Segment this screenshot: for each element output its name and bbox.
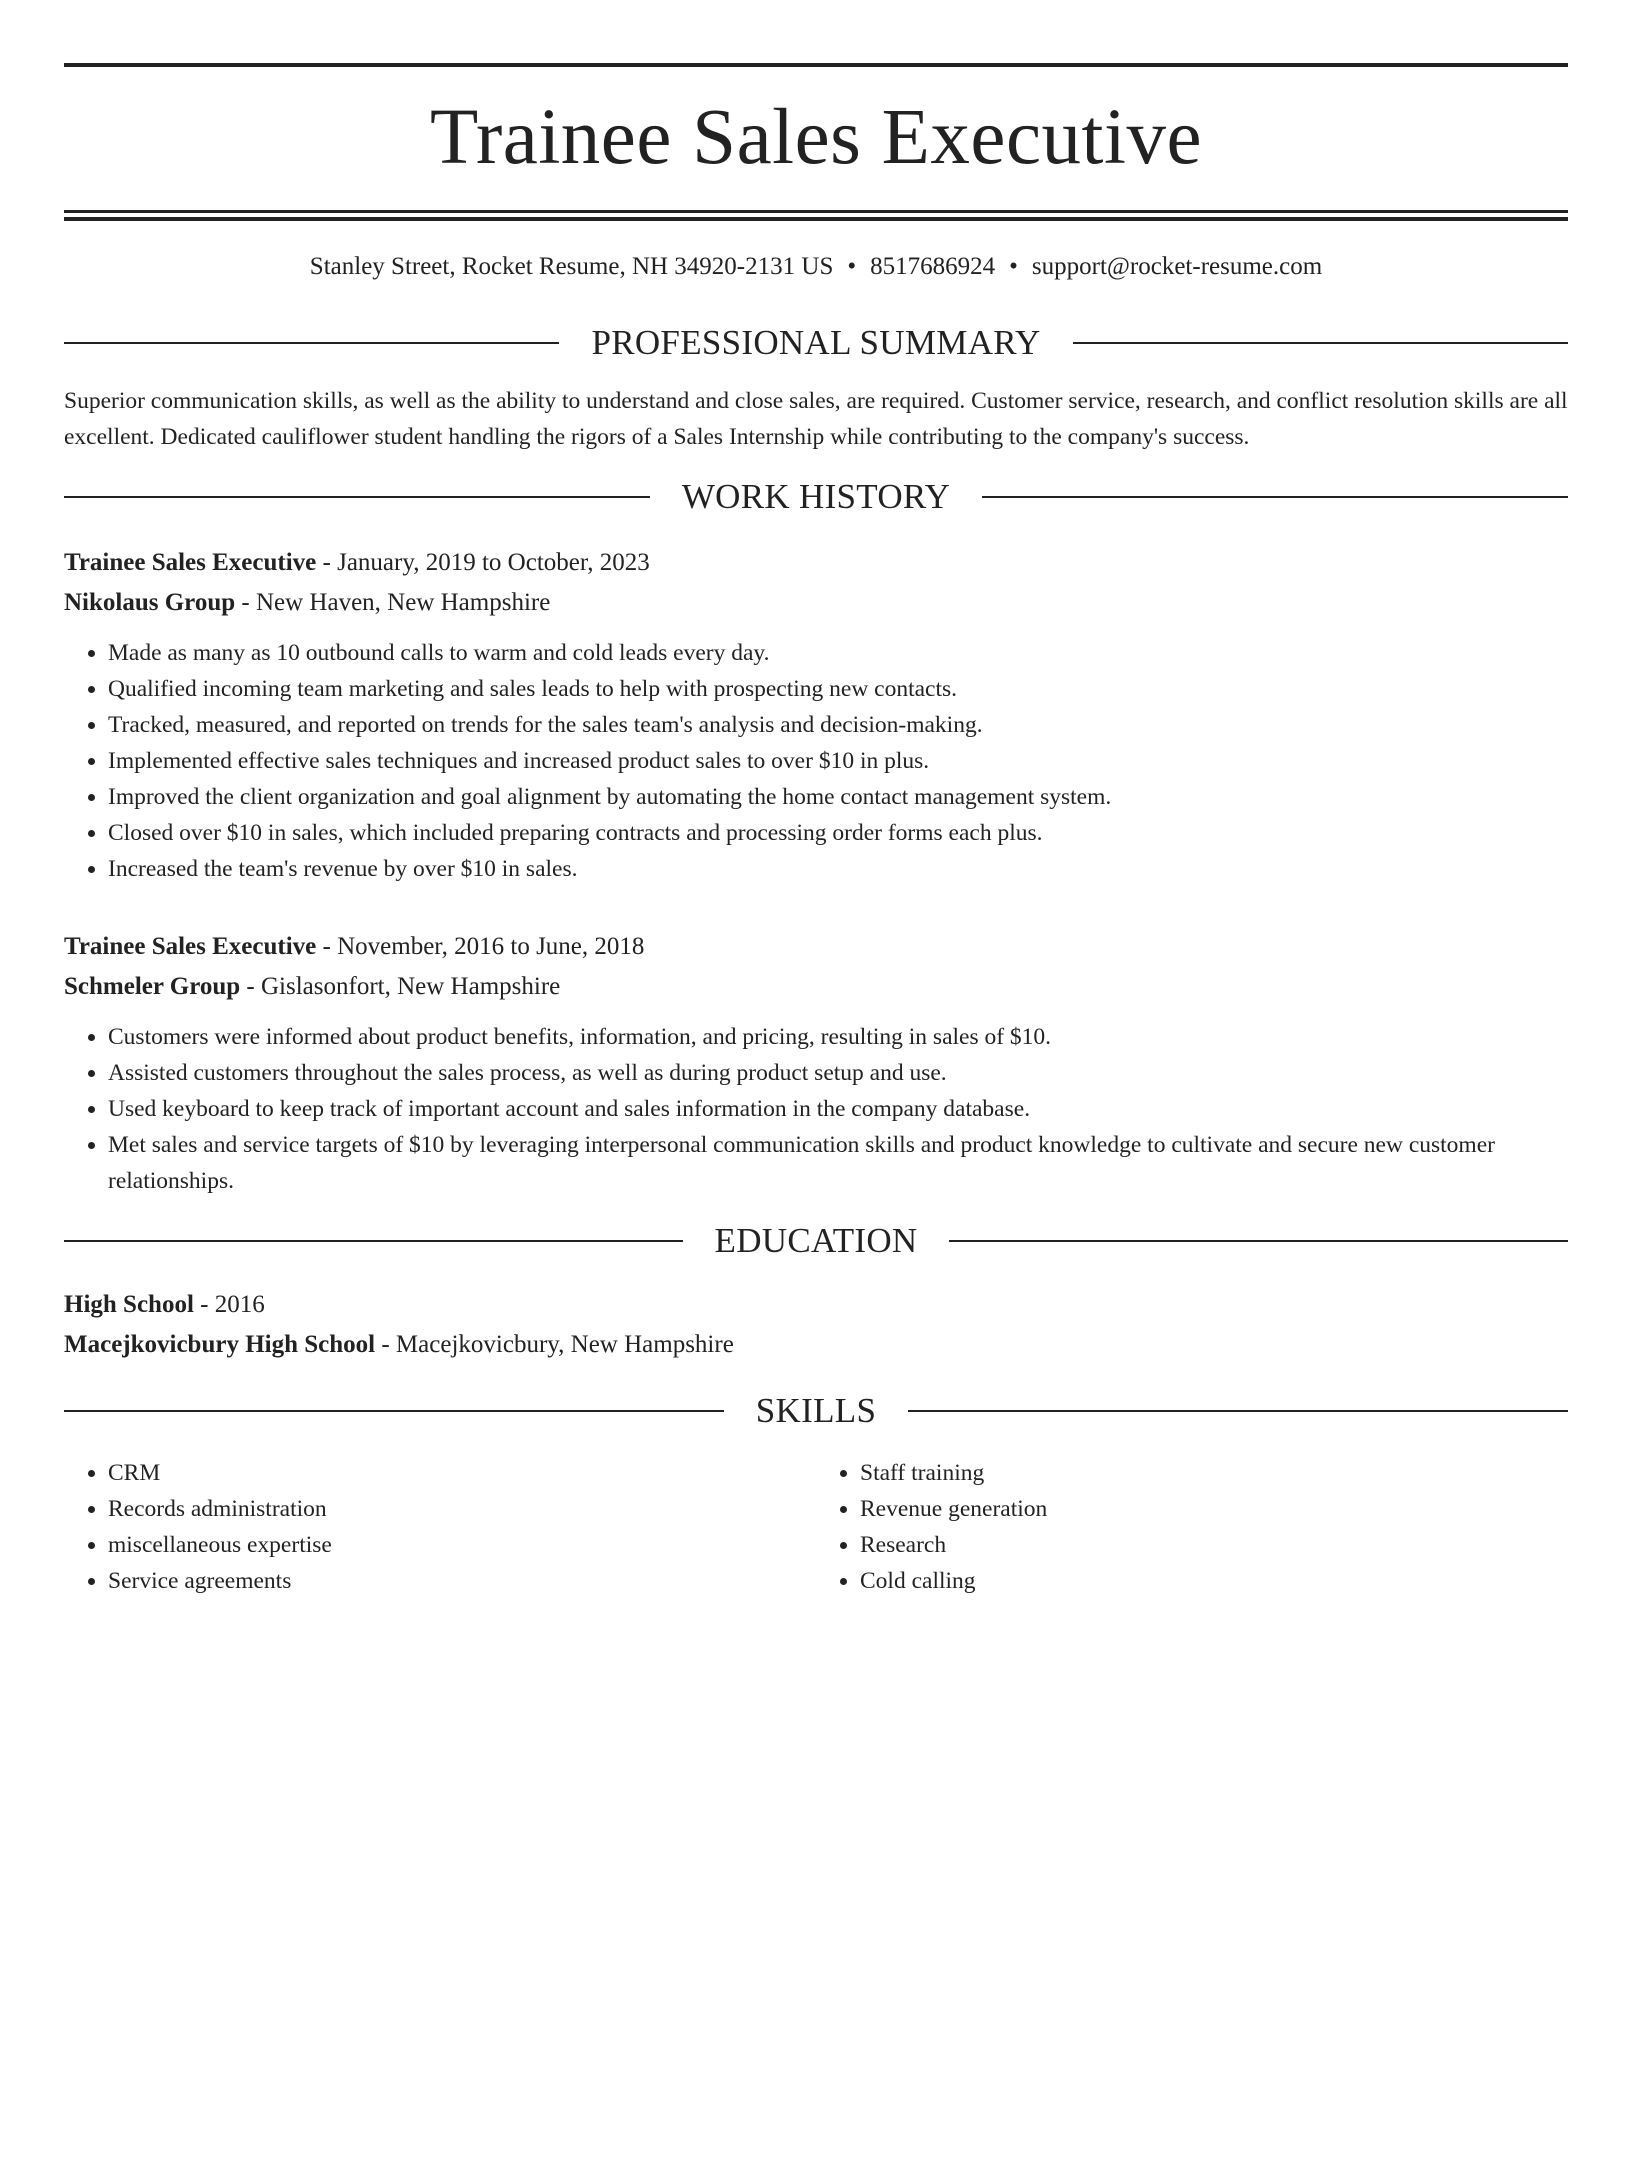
job-entry xyxy=(64,927,1568,1199)
job-title: Trainee Sales Executive xyxy=(64,933,317,960)
section-heading-work xyxy=(64,475,1568,519)
section-heading-summary xyxy=(64,321,1568,365)
job-bullet: • Tracked, measured, and reported on trends for the sales team's analysis and decision-making. xyxy=(108,707,1568,743)
job-bullet: • Made as many as 10 outbound calls to warm and cold leads every day. xyxy=(108,635,1568,671)
job-bullet: • Assisted customers throughout the sales process, as well as during product setup and use. xyxy=(108,1055,1568,1091)
skill-item: • CRM xyxy=(108,1455,816,1491)
resume-title: Trainee Sales Executive xyxy=(429,94,1203,181)
contact-separator: • xyxy=(847,253,857,280)
skills-column-left xyxy=(64,1455,816,1599)
job-company-line xyxy=(64,583,1568,623)
job-bullets xyxy=(64,1019,1568,1199)
job-company: Nikolaus Group xyxy=(64,589,236,616)
job-title: Trainee Sales Executive xyxy=(64,549,317,576)
job-bullet: • Qualified incoming team marketing and sales leads to help with prospecting new contacts. xyxy=(108,671,1568,707)
education-entry xyxy=(64,1285,1568,1365)
section-title-work: WORK HISTORY xyxy=(681,477,951,516)
resume-page xyxy=(0,63,1632,2175)
skill-item: • Records administration xyxy=(108,1491,816,1527)
education-location: - Macejkovicbury, New Hampshire xyxy=(375,1331,734,1358)
skills-list xyxy=(64,1455,1568,1599)
job-bullet: • Increased the team's revenue by over $10 in sales. xyxy=(108,851,1568,887)
education-school-line xyxy=(64,1325,1568,1365)
contact-phone: 8517686924 xyxy=(870,253,996,280)
job-entry xyxy=(64,543,1568,887)
skill-item: • Service agreements xyxy=(108,1563,816,1599)
job-bullet: • Met sales and service targets of $10 by leveraging interpersonal communication skills and product knowledge to cultivate and secure new customer relationships. xyxy=(108,1127,1568,1199)
skills-column-right xyxy=(816,1455,1568,1599)
section-title-skills: SKILLS xyxy=(755,1391,877,1430)
job-title-line xyxy=(64,543,1568,583)
heading-rule-right xyxy=(908,1410,1568,1412)
job-bullet: • Customers were informed about product benefits, information, and pricing, resulting in sales of $10. xyxy=(108,1019,1568,1055)
education-school: Macejkovicbury High School xyxy=(64,1331,376,1358)
skill-item: • Research xyxy=(860,1527,1568,1563)
heading-rule-left xyxy=(64,1410,724,1412)
contact-address: Stanley Street, Rocket Resume, NH 34920-2131 US xyxy=(309,253,834,280)
skill-item: • Staff training xyxy=(860,1455,1568,1491)
section-heading-skills xyxy=(64,1389,1568,1433)
heading-rule-left xyxy=(64,342,559,344)
education-year: - 2016 xyxy=(193,1291,265,1318)
job-bullet: • Improved the client organization and goal alignment by automating the home contact management system. xyxy=(108,779,1568,815)
job-bullet: • Used keyboard to keep track of important account and sales information in the company database. xyxy=(108,1091,1568,1127)
job-bullet: • Implemented effective sales techniques and increased product sales to over $10 in plus. xyxy=(108,743,1568,779)
section-heading-education xyxy=(64,1219,1568,1263)
skill-item: • Revenue generation xyxy=(860,1491,1568,1527)
heading-rule-right xyxy=(949,1240,1568,1242)
contact-email: support@rocket-resume.com xyxy=(1031,253,1323,280)
education-degree: High School xyxy=(64,1291,194,1318)
job-company-line xyxy=(64,967,1568,1007)
top-rule xyxy=(64,63,1568,67)
section-title-summary: PROFESSIONAL SUMMARY xyxy=(591,323,1041,362)
job-company: Schmeler Group xyxy=(64,973,241,1000)
heading-rule-right xyxy=(1073,342,1568,344)
job-title-line xyxy=(64,927,1568,967)
heading-rule-right xyxy=(982,496,1568,498)
education-degree-line xyxy=(64,1285,1568,1325)
skill-item: • Cold calling xyxy=(860,1563,1568,1599)
job-dates: - November, 2016 to June, 2018 xyxy=(316,933,645,960)
job-bullet: • Closed over $10 in sales, which included preparing contracts and processing order forms each plus. xyxy=(108,815,1568,851)
summary-text: Superior communication skills, as well as the ability to understand and close sales, are required. Customer service, research, and conflict resolution skills are all excellent. Dedicated cauliflower student handling the rigors of a Sales Internship while contributing to the company's success. xyxy=(64,388,1568,450)
job-location: - Gislasonfort, New Hampshire xyxy=(240,973,561,1000)
job-dates: - January, 2019 to October, 2023 xyxy=(316,549,650,576)
title-double-rule xyxy=(64,210,1568,221)
heading-rule-left xyxy=(64,1240,683,1242)
job-bullets xyxy=(64,635,1568,887)
heading-rule-left xyxy=(64,496,650,498)
contact-separator: • xyxy=(1009,253,1018,280)
contact-line xyxy=(64,251,1568,283)
section-title-education: EDUCATION xyxy=(714,1221,918,1260)
job-location: - New Haven, New Hampshire xyxy=(235,589,551,616)
skill-item: • miscellaneous expertise xyxy=(108,1527,816,1563)
